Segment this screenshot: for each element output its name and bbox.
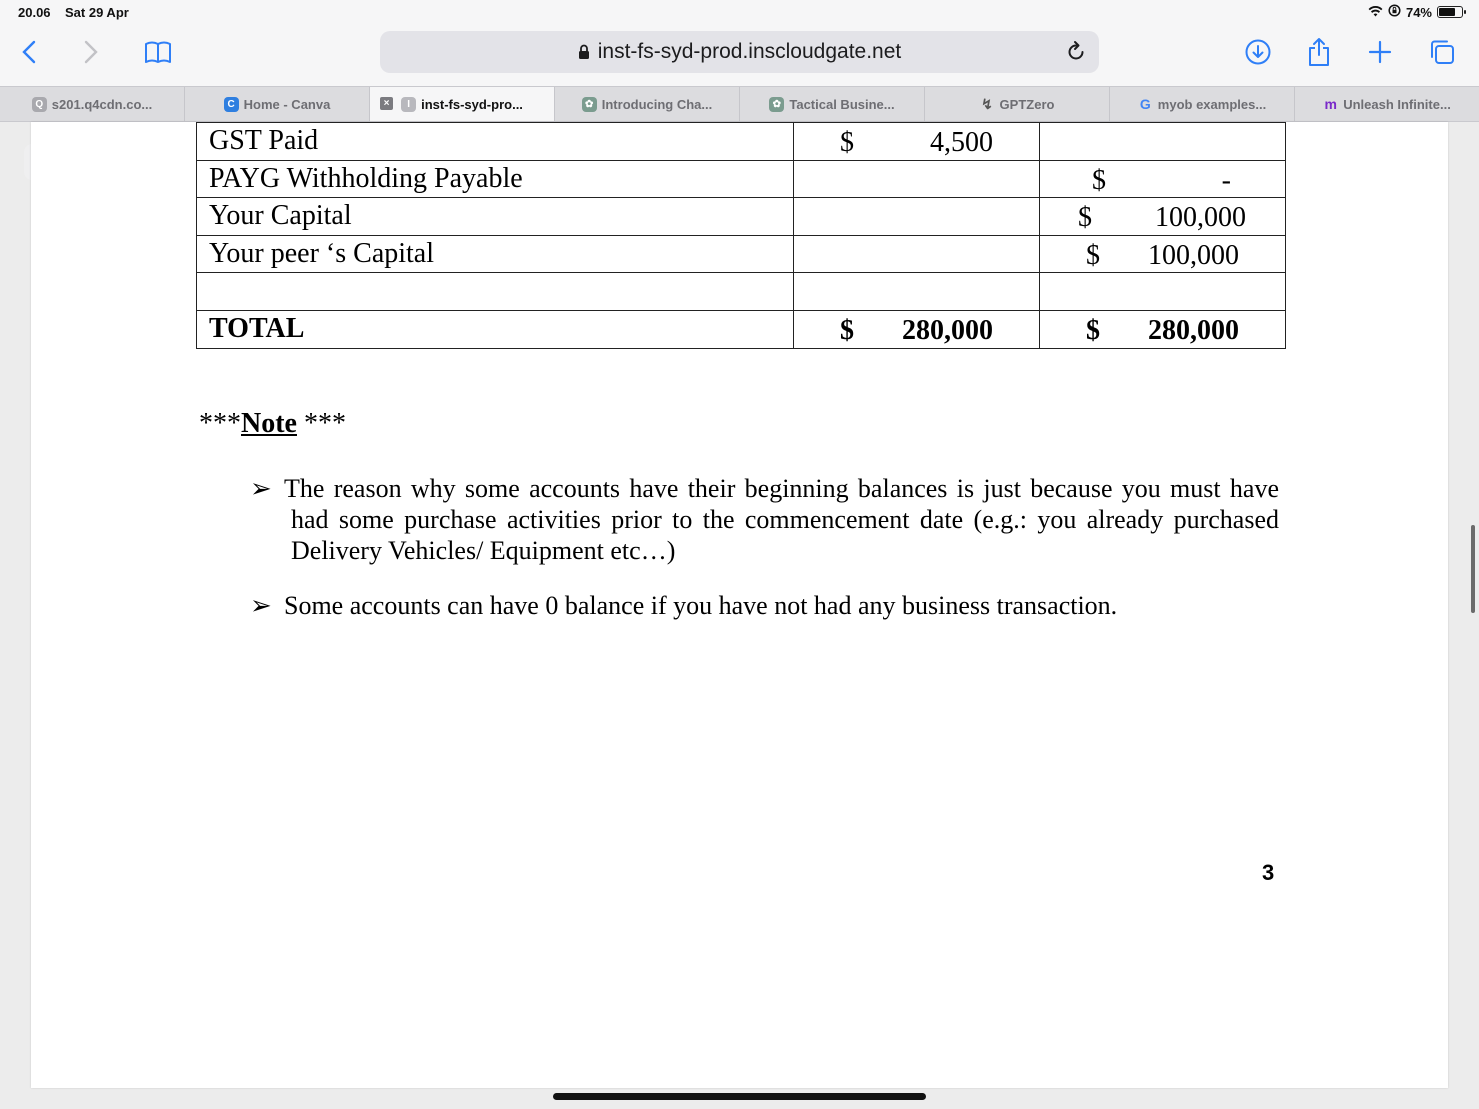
tab-6[interactable] [1110,87,1295,121]
tab-label: myob examples... [1157,96,1267,112]
tab-label: Unleash Infinite... [1343,96,1451,112]
reload-icon[interactable] [1065,40,1087,70]
total-credit-currency: $ [1086,314,1100,346]
note-bullet [250,473,1279,566]
status-time: 20.06 [18,5,51,20]
total-label: TOTAL [197,310,794,348]
account-name: GST Paid [197,123,794,161]
share-button[interactable] [1301,34,1337,70]
table-row [197,235,1286,273]
debit-cell [794,160,1040,198]
lock-icon [578,44,590,60]
debit-amount: 4,500 [930,127,993,158]
home-indicator[interactable] [553,1093,926,1100]
credit-amount: 100,000 [1155,202,1246,234]
debit-currency: $ [840,127,854,158]
tab-label: inst-fs-syd-pro... [421,96,523,112]
battery-percent: 74% [1405,4,1432,20]
trial-balance-table [196,122,1286,349]
debit-cell [794,198,1040,236]
tab-strip [0,86,1479,122]
credit-cell [1040,160,1286,198]
account-name [197,273,794,311]
credit-currency: $ [1092,164,1106,196]
total-credit-cell [1040,310,1286,348]
battery-icon [1437,6,1463,18]
note-line: Delivery Vehicles/ Equipment etc…) [291,536,676,565]
account-name: Your peer ‘s Capital [197,235,794,273]
credit-cell [1040,123,1286,161]
credit-currency: $ [1086,239,1100,271]
account-name: Your Capital [197,198,794,236]
credit-cell [1040,273,1286,311]
back-button[interactable] [11,34,47,70]
credit-currency: $ [1078,202,1092,234]
gptzero-favicon-icon: ↯ [981,95,993,112]
credit-amount: - [1221,164,1231,196]
tab-label: GPTZero [999,96,1055,112]
note-line: Some accounts can have 0 balance if you have not had any business transaction. [284,591,1118,620]
account-name: PAYG Withholding Payable [197,160,794,198]
browser-toolbar [0,0,1479,86]
credit-cell [1040,198,1286,236]
table-row [197,160,1286,198]
note-suffix: *** [296,408,346,439]
credit-amount: 100,000 [1148,239,1239,271]
bullet-arrow-icon: ➢ [250,474,272,503]
address-bar[interactable] [380,31,1099,73]
credit-cell [1040,235,1286,273]
page-number: 3 [1262,860,1275,885]
scrollbar-thumb[interactable] [1471,525,1475,613]
canva-favicon-icon: C [224,97,239,112]
note-line: The reason why some accounts have their beginning balances is just because you must have [284,474,1279,503]
q4-favicon-icon: Q [32,97,47,112]
tab-label: Tactical Busine... [789,96,895,112]
bookmarks-button[interactable] [140,34,176,70]
tab-4[interactable] [740,87,925,121]
tab-label: Home - Canva [243,96,331,112]
document-page [31,122,1448,1088]
debit-cell [794,273,1040,311]
url-text: inst-fs-syd-prod.inscloudgate.net [597,40,902,63]
status-indicators [1368,4,1463,20]
openai-favicon-icon: ✿ [769,97,784,112]
tab-7[interactable] [1295,87,1479,121]
status-date: Sat 29 Apr [65,5,129,20]
total-debit-currency: $ [840,314,854,346]
new-tab-button[interactable] [1362,34,1398,70]
note-line: had some purchase activities prior to the commencement date (e.g.: you already purchased [291,505,1279,534]
tab-overview-button[interactable] [1424,34,1460,70]
doc-favicon-icon: I [401,97,416,112]
tab-label: Introducing Cha... [601,96,713,112]
tab-2[interactable] [370,87,555,121]
table-row-total [197,310,1286,348]
downloads-button[interactable] [1240,34,1276,70]
debit-cell [794,235,1040,273]
bullet-arrow-icon: ➢ [250,591,272,620]
note-bullet [250,590,1279,621]
wifi-icon [1368,5,1383,20]
debit-cell [794,123,1040,161]
total-debit-cell [794,310,1040,348]
table-row [197,198,1286,236]
tab-1[interactable] [185,87,370,121]
total-debit-amount: 280,000 [902,314,993,346]
tab-0[interactable] [0,87,185,121]
note-title: Note [241,408,297,439]
total-credit-amount: 280,000 [1148,314,1239,346]
google-favicon-icon: G [1138,97,1153,112]
table-row [197,273,1286,311]
openai-favicon-icon: ✿ [582,97,597,112]
tab-label: s201.q4cdn.co... [51,96,153,112]
table-row [197,123,1286,161]
forward-button[interactable] [73,34,109,70]
note-heading [199,408,346,440]
tab-5[interactable] [925,87,1110,121]
note-prefix: *** [199,408,241,439]
m-favicon-icon: m [1324,96,1337,112]
tab-3[interactable] [555,87,740,121]
orientation-lock-icon [1388,4,1401,20]
close-tab-icon[interactable]: × [380,97,393,110]
